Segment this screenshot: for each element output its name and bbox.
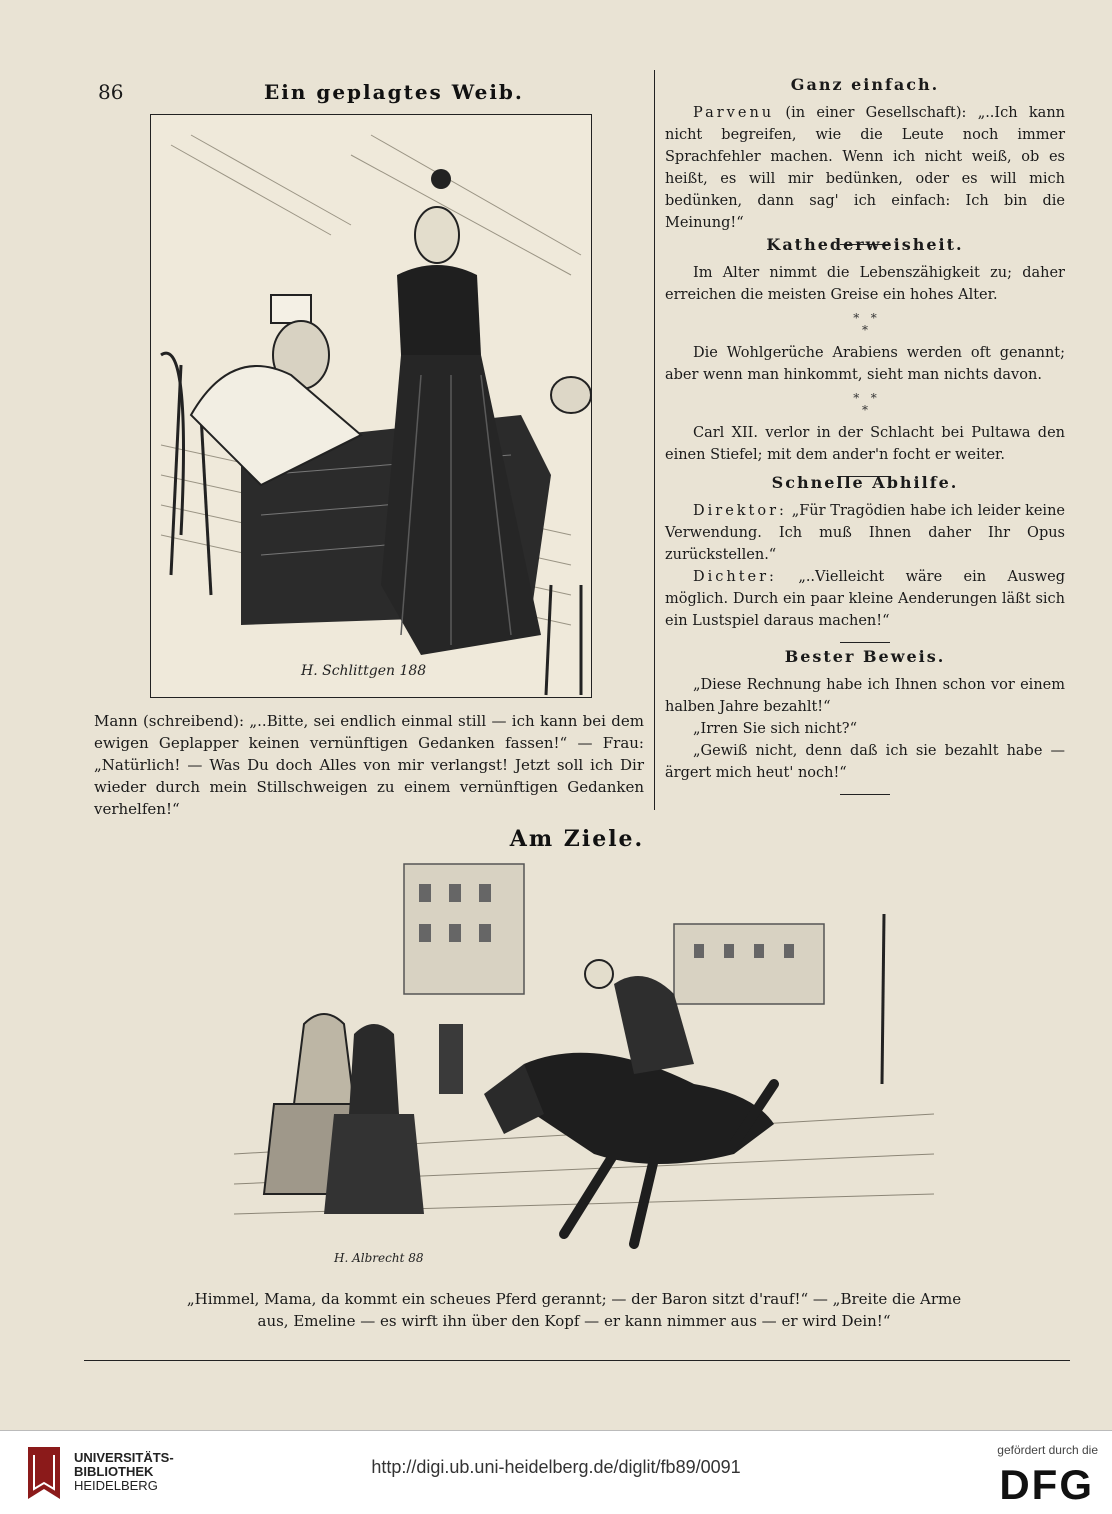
speech-text: (in einer Gesellschaft): „..Ich kann nicht begreifen, wie die Leute noch immer Sprachfehler machen. Wenn ich nicht weiß, ob es heißt, es will mir bedünken, oder es will mich bedünken, dann sag' ich einfach: Ich bin die Meinung!“ xyxy=(665,105,1065,231)
divider xyxy=(840,642,890,643)
dfg-logo[interactable]: DFG xyxy=(999,1461,1094,1508)
speaker-label: Direktor: xyxy=(693,503,787,519)
section-text xyxy=(665,102,1065,234)
section-ganz-einfach xyxy=(665,74,1065,255)
logo-line-2: BIBLIOTHEK xyxy=(74,1464,154,1479)
section-title: Schnelle Abhilfe. xyxy=(771,473,959,492)
section-schnelle-abhilfe xyxy=(665,472,1065,653)
illustration-runaway-horse xyxy=(234,854,934,1274)
left-signature: H. Schlittgen 188 xyxy=(301,663,427,679)
section-paragraph: Die Wohlgerüche Arabiens werden oft genannt; aber wenn man hinkommt, sieht man nichts davon. xyxy=(665,345,1065,383)
asterism: * * * xyxy=(853,311,877,337)
section-paragraph: „Irren Sie sich nicht?“ xyxy=(693,721,857,737)
sponsor-label: gefördert durch die xyxy=(997,1443,1098,1457)
section-title: Ganz einfach. xyxy=(790,75,940,94)
section-text xyxy=(665,500,1065,566)
left-title: Ein geplagtes Weib. xyxy=(264,80,524,104)
page-content xyxy=(84,70,1070,1361)
speaker-label: Parvenu xyxy=(693,105,775,121)
section-title: Bester Beweis. xyxy=(784,647,946,666)
viewer-footer xyxy=(0,1430,1112,1514)
section-title: Kathederweisheit. xyxy=(766,235,964,254)
permalink-url[interactable]: http://digi.ub.uni-heidelberg.de/diglit/fb89/0091 xyxy=(371,1457,741,1477)
divider xyxy=(840,794,890,795)
section-paragraph: Im Alter nimmt die Lebenszähigkeit zu; daher erreichen die meisten Greise ein hohes Alter. xyxy=(665,265,1065,303)
section-paragraph: „Diese Rechnung habe ich Ihnen schon vor einem halben Jahre bezahlt!“ xyxy=(665,677,1065,715)
section-kathederweisheit xyxy=(665,234,1065,487)
speech-text: „..Vielleicht wäre ein Ausweg möglich. Durch ein paar kleine Aenderungen läßt sich ein Lustspiel daraus machen!“ xyxy=(665,569,1065,629)
right-column xyxy=(654,70,1075,810)
logo-line-1: UNIVERSITÄTS- xyxy=(74,1450,174,1465)
speaker-label: Dichter: xyxy=(693,569,777,585)
bottom-signature: H. Albrecht 88 xyxy=(334,1251,424,1265)
illustration-couple-drawing xyxy=(151,115,591,697)
bottom-title: Am Ziele. xyxy=(509,826,645,852)
section-paragraph: „Gewiß nicht, denn daß ich sie bezahlt habe — ärgert mich heut' noch!“ xyxy=(665,743,1065,781)
illustration-horse-drawing xyxy=(234,854,934,1274)
asterism: * * * xyxy=(853,391,877,417)
section-text xyxy=(665,566,1065,632)
section-paragraph: Carl XII. verlor in der Schlacht bei Pultawa den einen Stiefel; mit dem ander'n focht er weiter. xyxy=(665,425,1065,463)
section-bester-beweis xyxy=(665,646,1065,805)
page-number: 86 xyxy=(98,80,124,104)
illustration-couple-at-desk xyxy=(150,114,592,698)
bottom-caption: „Himmel, Mama, da kommt ein scheues Pferd gerannt; — der Baron sitzt d'rauf!“ — „Breite die Arme aus, Emeline — es wirft ihn über den Kopf — er kann nimmer aus — er wird Dein!“ xyxy=(186,1290,962,1330)
speech-text: „Für Tragödien habe ich leider keine Verwendung. Ich muß Ihnen daher Ihr Opus zurückstellen.“ xyxy=(665,503,1065,563)
left-caption: Mann (schreibend): „..Bitte, sei endlich einmal still — ich kann bei dem ewigen Geplapper keinen vernünftigen Gedanken fassen!“ — Frau: „Natürlich! — Was Du doch Alles von mir verlangst! Jetzt soll ich Dir wieder durch mein Stillschweigen zu einem vernünftigen Gedanken verhelfen!“ xyxy=(94,712,644,818)
logo-line-3: HEIDELBERG xyxy=(74,1478,158,1493)
